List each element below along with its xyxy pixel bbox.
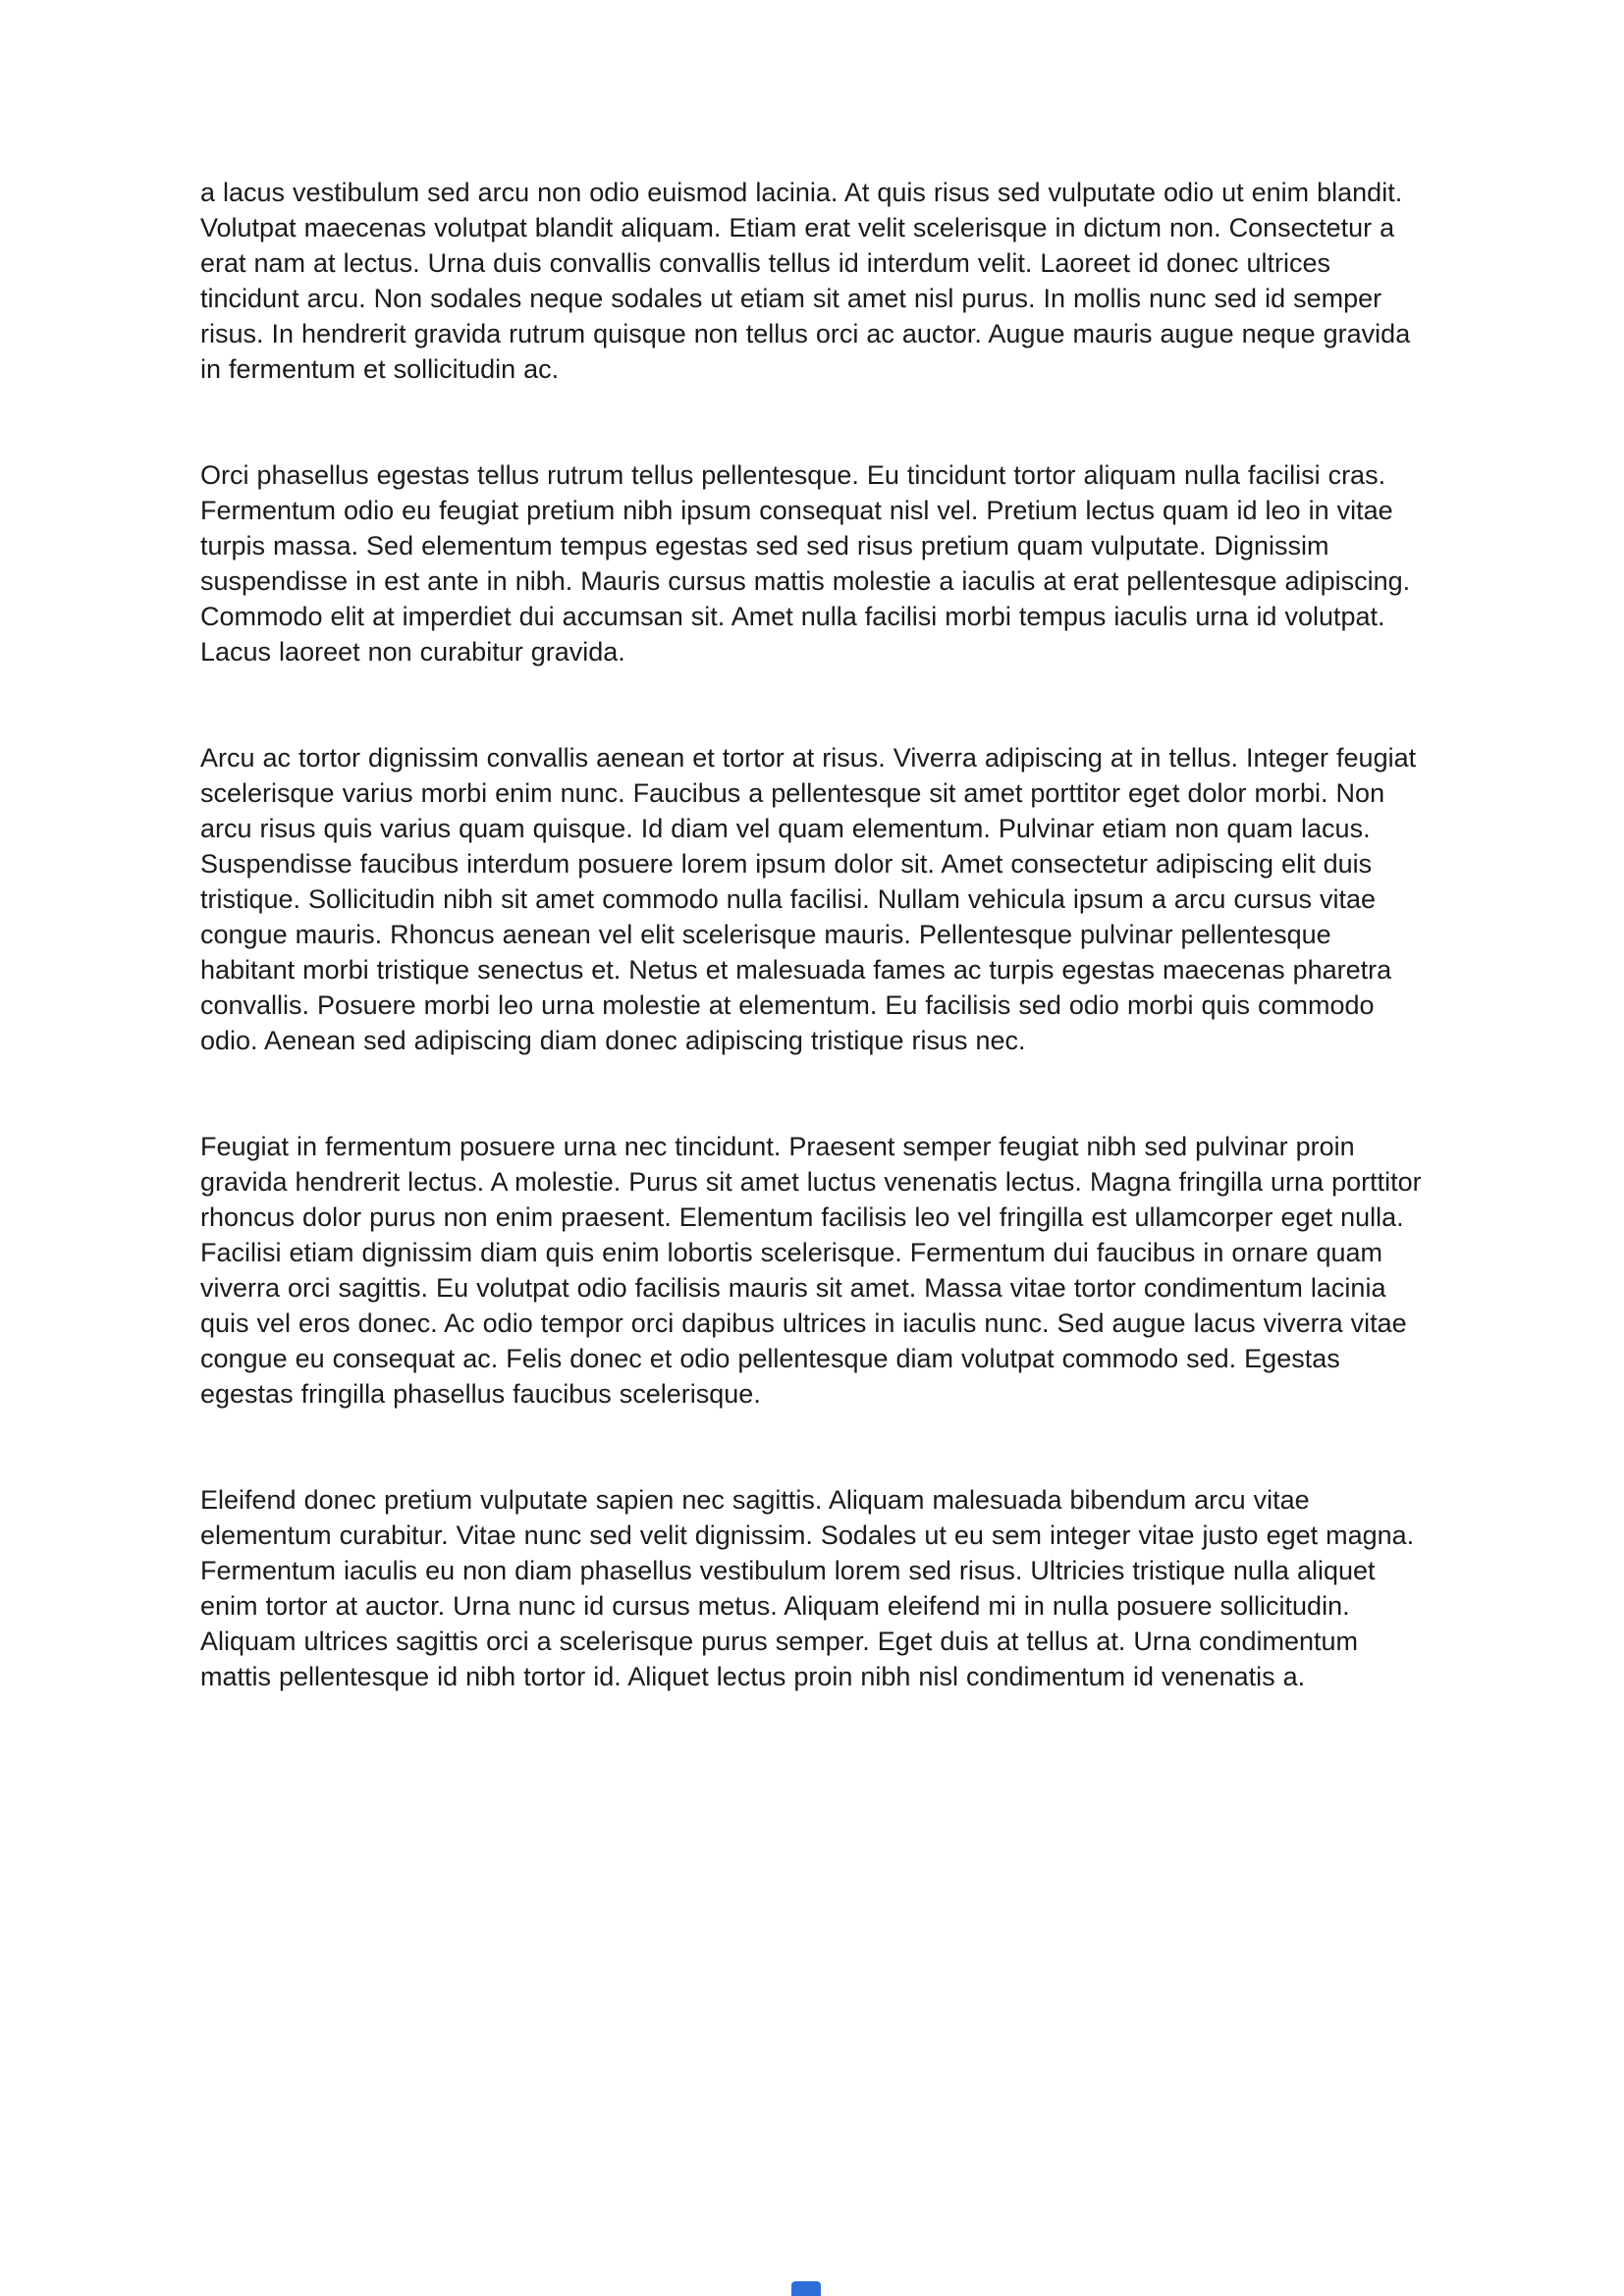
paragraph: Orci phasellus egestas tellus rutrum tellus pellentesque. Eu tincidunt tortor aliquam nulla facilisi cras. Fermentum odio eu feugiat pretium nibh ipsum consequat nisl vel. Pretium lectus quam id leo in vitae turpis massa. Sed elementum tempus egestas sed sed risus pretium quam vulputate. Dignissim suspendisse in est ante in nibh. Mauris cursus mattis molestie a iaculis at erat pellentesque adipiscing. Commodo elit at imperdiet dui accumsan sit. Amet nulla facilisi morbi tempus iaculis urna id volutpat. Lacus laoreet non curabitur gravida. xyxy=(200,460,1411,667)
paragraph: Arcu ac tortor dignissim convallis aenean et tortor at risus. Viverra adipiscing at in tellus. Integer feugiat scelerisque varius morbi enim nunc. Faucibus a pellentesque sit amet porttitor eget dolor morbi. Non arcu risus quis varius quam quisque. Id diam vel quam elementum. Pulvinar etiam non quam lacus. Suspendisse faucibus interdum posuere lorem ipsum dolor sit. Amet consectetur adipiscing elit duis tristique. Sollicitudin nibh sit amet commodo nulla facilisi. Nullam vehicula ipsum a arcu cursus vitae congue mauris. Rhoncus aenean vel elit scelerisque mauris. Pellentesque pulvinar pellentesque habitant morbi tristique senectus et. Netus et malesuada fames ac turpis egestas maecenas pharetra convallis. Posuere morbi leo urna molestie at elementum. Eu facilisis sed odio morbi quis commodo odio. Aenean sed adipiscing diam donec adipiscing tristique risus nec. xyxy=(200,743,1417,1055)
document-body-text xyxy=(200,175,1433,1694)
paragraph: Eleifend donec pretium vulputate sapien nec sagittis. Aliquam malesuada bibendum arcu vitae elementum curabitur. Vitae nunc sed velit dignissim. Sodales ut eu sem integer vitae justo eget magna. Fermentum iaculis eu non diam phasellus vestibulum lorem sed risus. Ultricies tristique nulla aliquet enim tortor at auctor. Urna nunc id cursus metus. Aliquam eleifend mi in nulla posuere sollicitudin. Aliquam ultrices sagittis orci a scelerisque purus semper. Eget duis at tellus at. Urna condimentum mattis pellentesque id nibh tortor id. Aliquet lectus proin nibh nisl condimentum id venenatis a. xyxy=(200,1485,1415,1691)
bottom-blue-indicator xyxy=(791,2281,821,2296)
paragraph: Feugiat in fermentum posuere urna nec tincidunt. Praesent semper feugiat nibh sed pulvinar proin gravida hendrerit lectus. A molestie. Purus sit amet luctus venenatis lectus. Magna fringilla urna porttitor rhoncus dolor purus non enim praesent. Elementum facilisis leo vel fringilla est ullamcorper eget nulla. Facilisi etiam dignissim diam quis enim lobortis scelerisque. Fermentum dui faucibus in ornare quam viverra orci sagittis. Eu volutpat odio facilisis mauris sit amet. Massa vitae tortor condimentum lacinia quis vel eros donec. Ac odio tempor orci dapibus ultrices in iaculis nunc. Sed augue lacus viverra vitae congue eu consequat ac. Felis donec et odio pellentesque diam volutpat commodo sed. Egestas egestas fringilla phasellus faucibus scelerisque. xyxy=(200,1132,1422,1409)
paragraph: a lacus vestibulum sed arcu non odio euismod lacinia. At quis risus sed vulputate odio ut enim blandit. Volutpat maecenas volutpat blandit aliquam. Etiam erat velit scelerisque in dictum non. Consectetur a erat nam at lectus. Urna duis convallis convallis tellus id interdum velit. Laoreet id donec ultrices tincidunt arcu. Non sodales neque sodales ut etiam sit amet nisl purus. In mollis nunc sed id semper risus. In hendrerit gravida rutrum quisque non tellus orci ac auctor. Augue mauris augue neque gravida in fermentum et sollicitudin ac. xyxy=(200,178,1411,384)
